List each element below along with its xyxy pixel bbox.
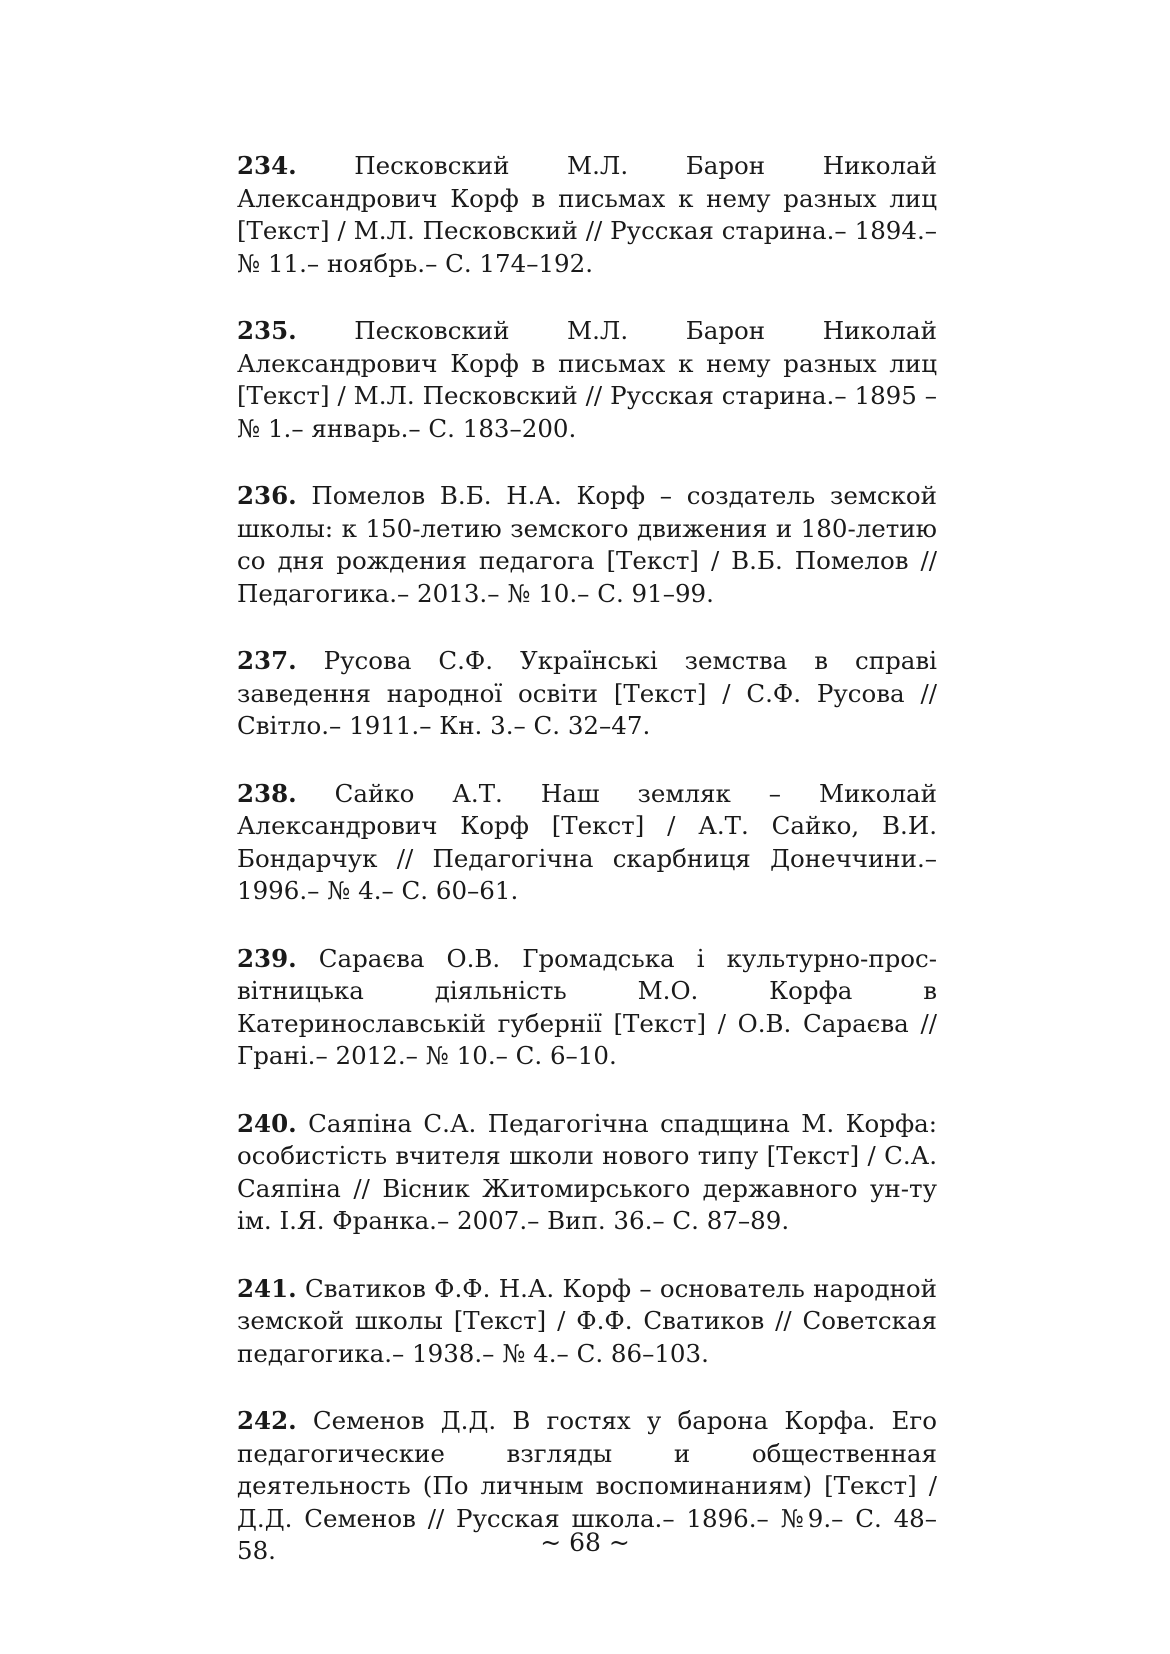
entry-text: Помелов В.Б. Н.А. Корф – создатель земской школы: к 150-летию земского движения и 180-летию со дня рождения педагога [Текст] / В.Б. Помелов // Педагогика.– 2013.– № 10.– С. 91–99. xyxy=(237,481,937,608)
entry-text: Семенов Д.Д. В гостях у барона Корфа. Его педагогические взгляды и общественная деятельность (По личным воспоминаниям) [Текст] / Д.Д. Семенов // Русская школа.– 1896.– №9.– С. 48–58. xyxy=(237,1406,937,1565)
entry-number: 236. xyxy=(237,481,297,510)
bibliography-list xyxy=(237,150,937,1603)
entry-number: 237. xyxy=(237,646,297,675)
bibliography-entry xyxy=(237,645,937,743)
entry-number: 234. xyxy=(237,151,297,180)
bibliography-entry xyxy=(237,1273,937,1371)
entry-text: Саяпіна С.А. Педагогічна спадщина М. Корфа: особистість вчителя школи нового типу [Текст] / С.А. Саяпіна // Вісник Житомирського державного ун-ту ім. І.Я. Франка.– 2007.– Вип. 36.– С. 87–89. xyxy=(237,1108,937,1235)
entry-number: 242. xyxy=(237,1406,297,1435)
entry-text: Сватиков Ф.Ф. Н.А. Корф – основатель народной земской школы [Текст] / Ф.Ф. Сватиков // Советская педагогика.– 1938.– № 4.– С. 86–103. xyxy=(237,1273,938,1368)
bibliography-entry xyxy=(237,778,937,908)
entry-number: 241. xyxy=(237,1273,297,1303)
entry-number: 235. xyxy=(237,316,297,345)
entry-text: Песковский М.Л. Барон Николай Александрович Корф в письмах к нему разных лиц [Текст] / М.Л. Песковский // Русская старина.– 1895 – № 1.– январь.– С. 183–200. xyxy=(237,316,937,443)
bibliography-entry xyxy=(237,150,937,280)
bibliography-entry xyxy=(237,315,937,445)
entry-text: Песковский М.Л. Барон Николай Александрович Корф в письмах к нему разных лиц [Текст] / М.Л. Песковский // Русская старина.– 1894.– № 11.– ноябрь.– С. 174–192. xyxy=(237,151,937,278)
bibliography-entry xyxy=(237,1108,937,1238)
bibliography-entry xyxy=(237,480,937,610)
bibliography-entry xyxy=(237,943,937,1073)
entry-number: 239. xyxy=(237,943,297,973)
entry-text: Русова С.Ф. Українські земства в справі заведення народної освіти [Текст] / С.Ф. Русова // Світло.– 1911.– Кн. 3.– С. 32–47. xyxy=(237,646,937,740)
entry-text: Сайко А.Т. Наш земляк – Миколай Александрович Корф [Текст] / А.Т. Сайко, В.И. Бондарчук // Педагогічна скарбниця Донеччини.– 1996.– № 4.– С. 60–61. xyxy=(237,778,937,905)
page-number: ~ 68 ~ xyxy=(540,1528,630,1557)
entry-text: Сараєва О.В. Громадська і культурно-прос-вітницька діяльність М.О. Корфа в Катеринославській губернії [Текст] / О.В. Сараєва // Грані.– 2012.– № 10.– С. 6–10. xyxy=(237,943,937,1070)
entry-number: 240. xyxy=(237,1108,297,1138)
entry-number: 238. xyxy=(237,778,297,808)
